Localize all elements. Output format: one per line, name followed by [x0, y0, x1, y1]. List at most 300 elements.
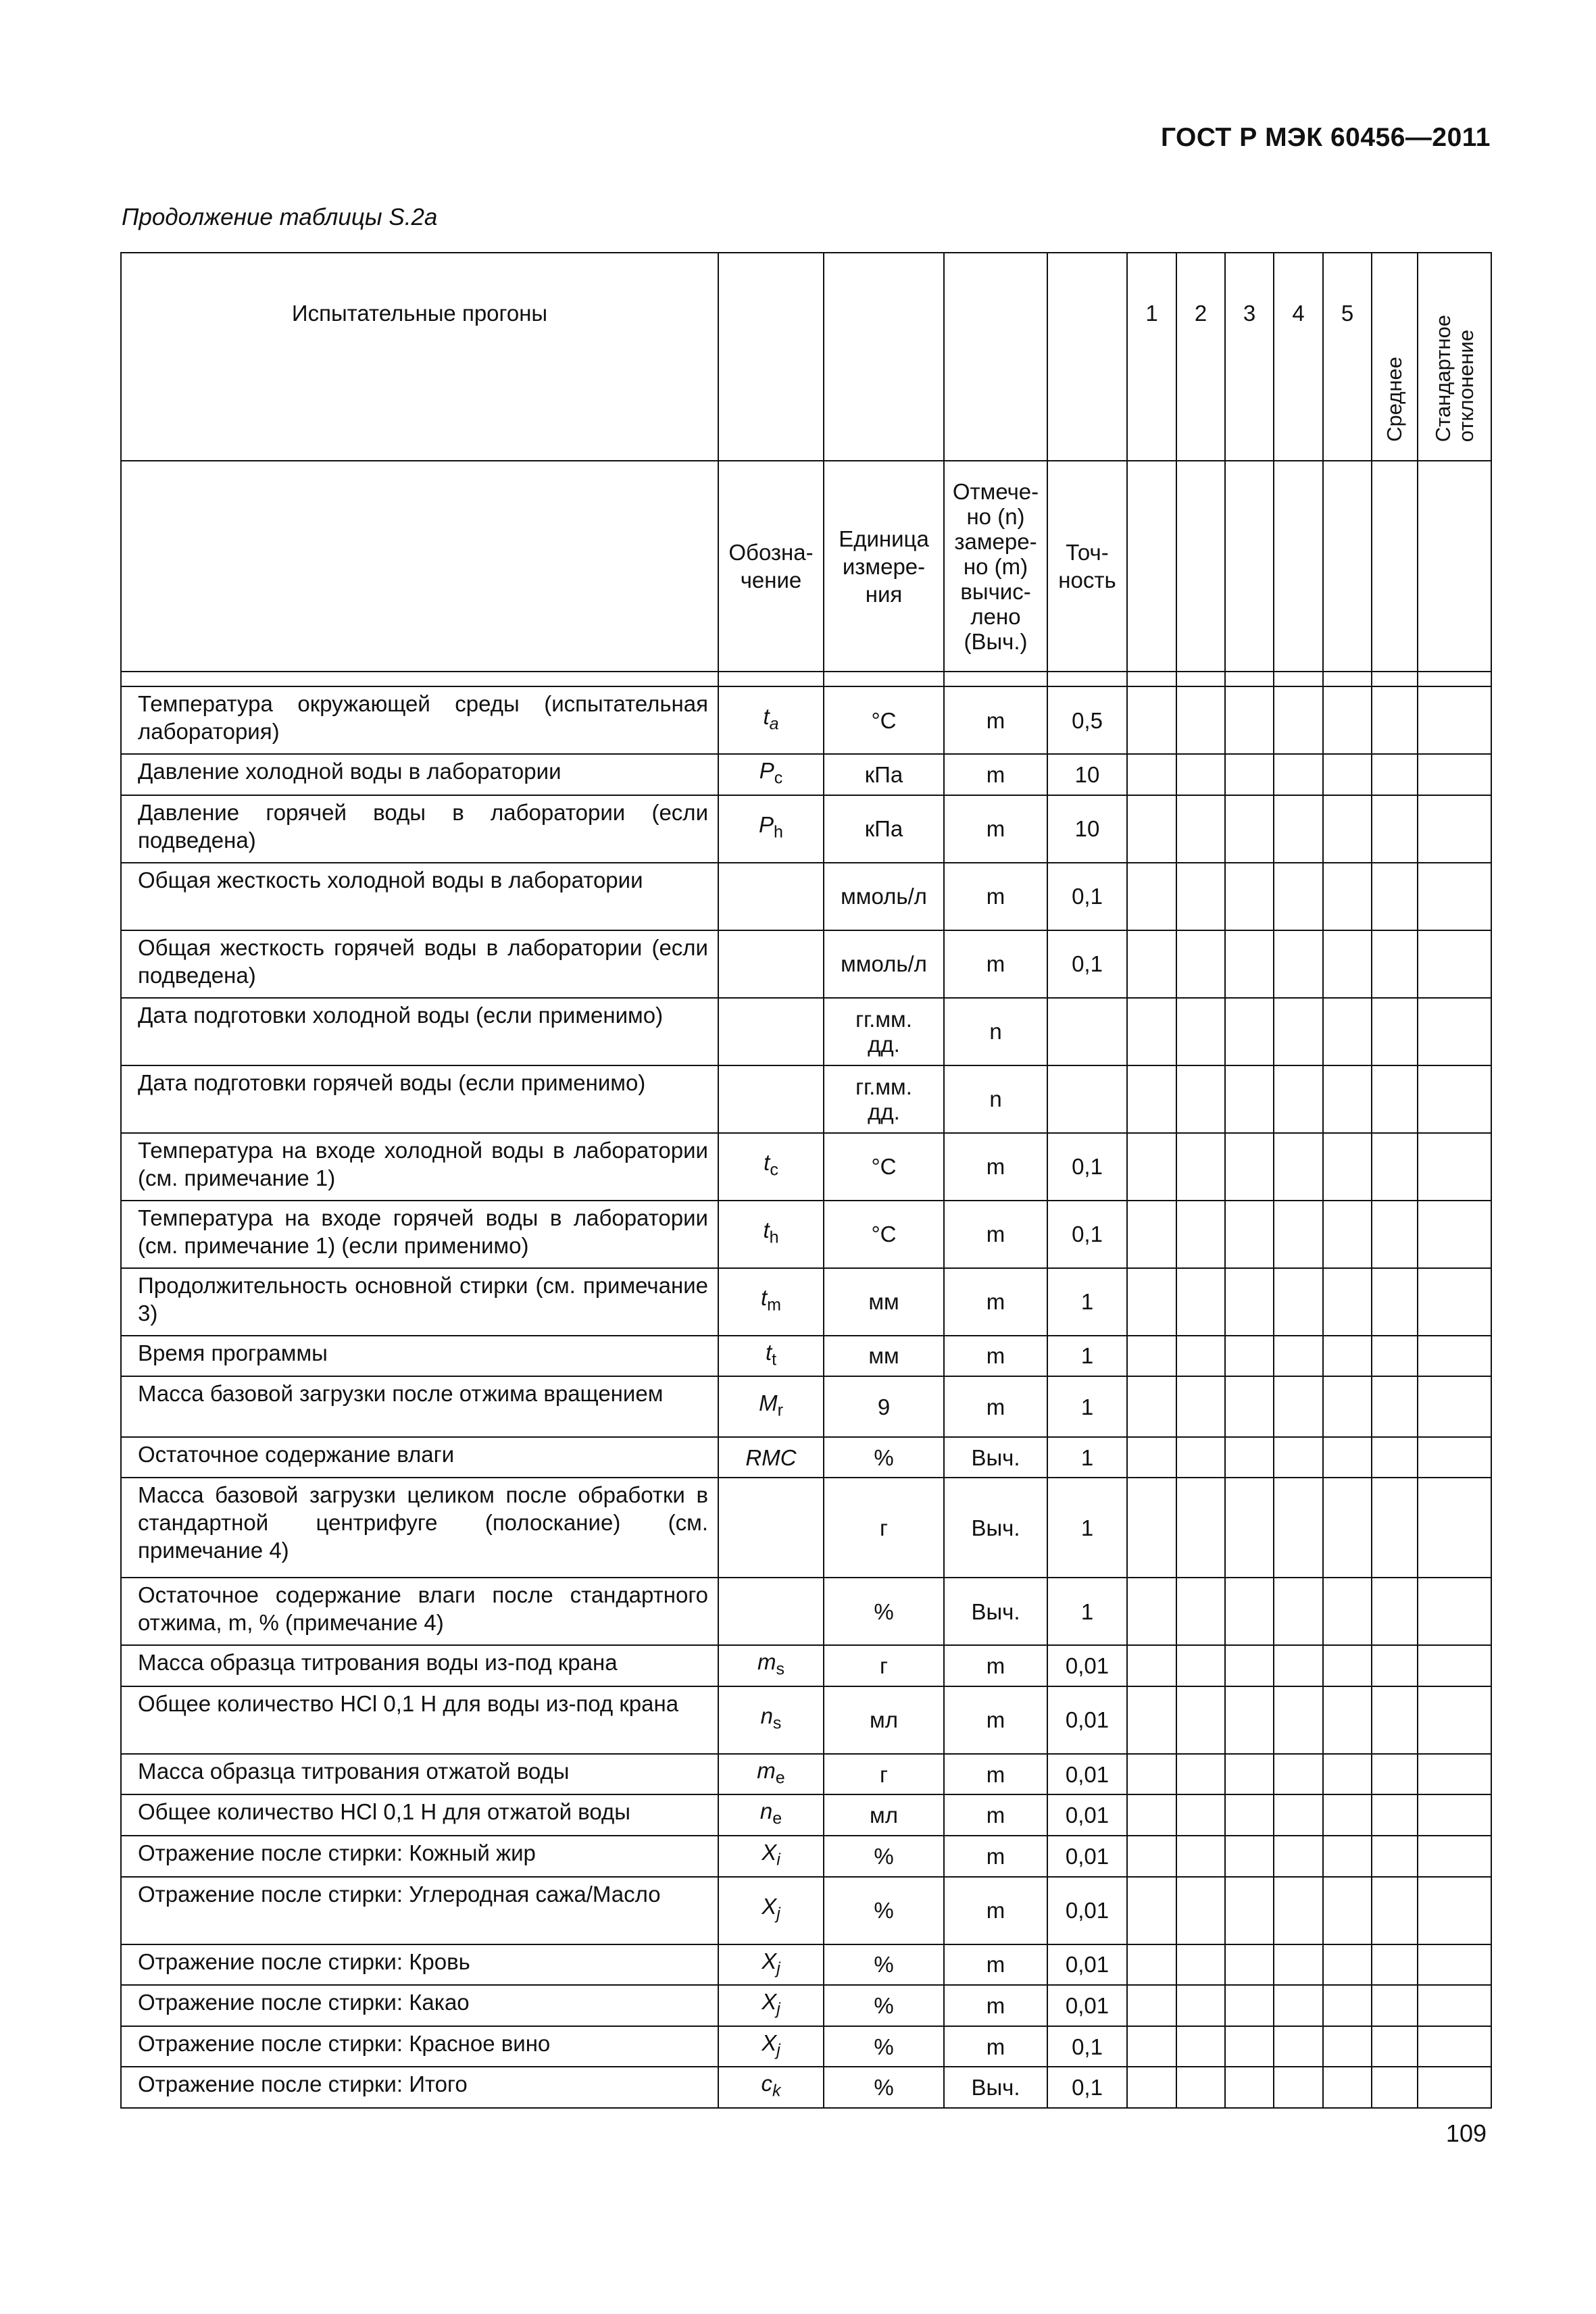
parameter-cell: Отражение после стирки: Какао	[121, 1985, 718, 2026]
run-value-cell	[1225, 795, 1274, 863]
mode-cell: m	[944, 863, 1047, 930]
mean-value-cell	[1372, 754, 1418, 795]
symbol-cell	[718, 1268, 824, 1336]
stdev-value-cell	[1418, 1754, 1491, 1795]
table-row	[121, 1944, 1491, 1986]
symbol-cell	[718, 2067, 824, 2108]
symbol-cell	[718, 1877, 824, 1944]
run-2-header: 2	[1176, 253, 1225, 461]
mode-cell: m	[944, 1201, 1047, 1268]
empty-header-cell	[944, 253, 1047, 461]
symbol-text: t	[763, 1217, 770, 1243]
parameter-cell: Температура окружающей среды (испытательная лаборатория)	[121, 686, 718, 754]
parameter-cell: Общая жесткость горячей воды в лаборатории (если подведена)	[121, 930, 718, 998]
mode-cell: m	[944, 1376, 1047, 1437]
table-row	[121, 1336, 1491, 1377]
symbol-text: X	[762, 1948, 777, 1973]
stdev-value-cell	[1418, 1133, 1491, 1201]
symbol-subscript: h	[769, 1228, 779, 1247]
unit-cell: %	[824, 2026, 944, 2067]
symbol-cell	[718, 1133, 824, 1201]
mode-cell: m	[944, 795, 1047, 863]
mean-value-cell	[1372, 1336, 1418, 1377]
run-value-cell	[1225, 1645, 1274, 1686]
symbol-cell	[718, 1645, 824, 1686]
symbol-subscript: j	[776, 1959, 780, 1978]
unit-cell: 9	[824, 1376, 944, 1437]
symbol-subscript: e	[772, 1809, 782, 1828]
run-value-cell	[1225, 1985, 1274, 2026]
run-value-cell	[1225, 2067, 1274, 2108]
mean-value-cell	[1372, 2067, 1418, 2108]
run-value-cell	[1274, 930, 1323, 998]
precision-cell	[1047, 998, 1127, 1065]
run-value-cell	[1127, 1065, 1176, 1133]
run-value-cell	[1274, 1478, 1323, 1578]
run-value-cell	[1225, 930, 1274, 998]
symbol-cell	[718, 754, 824, 795]
run-value-cell	[1127, 998, 1176, 1065]
precision-cell: 0,01	[1047, 1985, 1127, 2026]
unit-cell: ммоль/л	[824, 863, 944, 930]
run-value-cell	[1127, 1376, 1176, 1437]
symbol-text: X	[762, 1989, 777, 2015]
run-value-cell	[1274, 1437, 1323, 1478]
table-row	[121, 1985, 1491, 2026]
run-value-cell	[1323, 2026, 1372, 2067]
mode-cell: Выч.	[944, 1437, 1047, 1478]
precision-cell: 0,01	[1047, 1686, 1127, 1754]
mode-cell: m	[944, 1985, 1047, 2026]
symbol-cell	[718, 686, 824, 754]
run-value-cell	[1176, 998, 1225, 1065]
symbol-cell	[718, 1478, 824, 1578]
mean-value-cell	[1372, 1578, 1418, 1645]
table-row	[121, 1578, 1491, 1645]
run-value-cell	[1127, 1944, 1176, 1986]
run-value-cell	[1225, 1336, 1274, 1377]
unit-header: Единица измере- ния	[824, 461, 944, 672]
run-value-cell	[1176, 1133, 1225, 1201]
run-value-cell	[1176, 1336, 1225, 1377]
run-value-cell	[1225, 1268, 1274, 1336]
parameter-cell: Отражение после стирки: Итого	[121, 2067, 718, 2108]
precision-cell: 0,1	[1047, 2067, 1127, 2108]
mean-value-cell	[1372, 686, 1418, 754]
run-value-cell	[1323, 1645, 1372, 1686]
table-row	[121, 1877, 1491, 1944]
unit-cell: г	[824, 1754, 944, 1795]
mean-value-cell	[1372, 1065, 1418, 1133]
mode-cell: m	[944, 930, 1047, 998]
run-value-cell	[1127, 1754, 1176, 1795]
parameter-cell: Масса базовой загрузки после отжима вращением	[121, 1376, 718, 1437]
run-value-cell	[1274, 2026, 1323, 2067]
stdev-value-cell	[1418, 2067, 1491, 2108]
run-value-cell	[1274, 754, 1323, 795]
run-value-cell	[1176, 1437, 1225, 1478]
mode-cell: m	[944, 1836, 1047, 1877]
run-value-cell	[1225, 1836, 1274, 1877]
mode-cell: m	[944, 1754, 1047, 1795]
unit-cell: гг.мм. дд.	[824, 1065, 944, 1133]
run-value-cell	[1225, 1578, 1274, 1645]
run-value-cell	[1176, 1268, 1225, 1336]
mode-cell: m	[944, 1686, 1047, 1754]
standard-designation: ГОСТ Р МЭК 60456—2011	[1160, 123, 1491, 152]
mean-value-cell	[1372, 1686, 1418, 1754]
run-value-cell	[1323, 1836, 1372, 1877]
run-value-cell	[1127, 686, 1176, 754]
precision-cell: 10	[1047, 795, 1127, 863]
precision-cell: 0,1	[1047, 1133, 1127, 1201]
parameter-cell: Общая жесткость холодной воды в лаборатории	[121, 863, 718, 930]
stdev-value-cell	[1418, 1578, 1491, 1645]
run-value-cell	[1274, 1754, 1323, 1795]
mode-cell: m	[944, 1794, 1047, 1836]
parameter-cell: Остаточное содержание влаги	[121, 1437, 718, 1478]
symbol-text: n	[759, 1799, 773, 1824]
run-value-cell	[1274, 1686, 1323, 1754]
spacer-row	[121, 672, 1491, 686]
stdev-value-cell	[1418, 686, 1491, 754]
precision-cell: 1	[1047, 1578, 1127, 1645]
run-value-cell	[1323, 1065, 1372, 1133]
run-value-cell	[1127, 1133, 1176, 1201]
mode-cell: m	[944, 1336, 1047, 1377]
symbol-cell	[718, 1944, 824, 1986]
run-value-cell	[1176, 1836, 1225, 1877]
symbol-subscript: m	[767, 1295, 781, 1315]
parameter-cell: Продолжительность основной стирки (см. примечание 3)	[121, 1268, 718, 1336]
parameter-cell: Отражение после стирки: Кровь	[121, 1944, 718, 1986]
precision-cell: 0,1	[1047, 2026, 1127, 2067]
run-value-cell	[1176, 1794, 1225, 1836]
table-row	[121, 1645, 1491, 1686]
run-value-cell	[1225, 2026, 1274, 2067]
run-value-cell	[1274, 1201, 1323, 1268]
symbol-cell	[718, 1201, 824, 1268]
run-value-cell	[1225, 1133, 1274, 1201]
run-value-cell	[1323, 1944, 1372, 1986]
stdev-value-cell	[1418, 998, 1491, 1065]
mean-value-cell	[1372, 1836, 1418, 1877]
unit-cell: %	[824, 2067, 944, 2108]
mean-value-cell	[1372, 1437, 1418, 1478]
run-value-cell	[1127, 2026, 1176, 2067]
run-value-cell	[1127, 2067, 1176, 2108]
parameter-cell: Давление горячей воды в лаборатории (если подведена)	[121, 795, 718, 863]
stdev-value-cell	[1418, 1268, 1491, 1336]
run-value-cell	[1274, 998, 1323, 1065]
mean-value-cell	[1372, 930, 1418, 998]
stdev-value-cell	[1418, 1944, 1491, 1986]
table-row	[121, 1794, 1491, 1836]
table-caption: Продолжение таблицы S.2a	[122, 204, 438, 230]
symbol-cell	[718, 1578, 824, 1645]
run-value-cell	[1323, 686, 1372, 754]
unit-cell: %	[824, 1985, 944, 2026]
symbol-subscript: k	[772, 2081, 781, 2101]
run-value-cell	[1225, 1437, 1274, 1478]
unit-cell: %	[824, 1437, 944, 1478]
mean-value-cell	[1372, 1268, 1418, 1336]
precision-cell: 0,1	[1047, 863, 1127, 930]
symbol-subscript: a	[769, 714, 779, 734]
mean-value-cell	[1372, 1645, 1418, 1686]
run-value-cell	[1323, 1133, 1372, 1201]
stdev-value-cell	[1418, 1437, 1491, 1478]
precision-cell: 10	[1047, 754, 1127, 795]
unit-cell: г	[824, 1645, 944, 1686]
symbol-text: X	[762, 1894, 777, 1919]
parameter-cell: Время программы	[121, 1336, 718, 1377]
parameter-cell: Общее количество HCl 0,1 Н для воды из-под крана	[121, 1686, 718, 1754]
run-value-cell	[1225, 1944, 1274, 1986]
symbol-cell	[718, 1754, 824, 1795]
run-value-cell	[1225, 686, 1274, 754]
unit-cell: °C	[824, 1133, 944, 1201]
run-value-cell	[1323, 998, 1372, 1065]
run-value-cell	[1274, 1985, 1323, 2026]
mode-cell: m	[944, 686, 1047, 754]
run-value-cell	[1176, 1376, 1225, 1437]
run-value-cell	[1274, 795, 1323, 863]
symbol-text: P	[759, 812, 774, 838]
symbol-text: m	[757, 1649, 776, 1675]
precision-cell: 0,01	[1047, 1877, 1127, 1944]
stdev-header	[1418, 253, 1491, 461]
run-value-cell	[1323, 1578, 1372, 1645]
empty-header-cell	[1372, 461, 1418, 672]
run-value-cell	[1176, 1201, 1225, 1268]
run-value-cell	[1176, 1944, 1225, 1986]
parameter-cell: Отражение после стирки: Углеродная сажа/Масло	[121, 1877, 718, 1944]
run-value-cell	[1225, 863, 1274, 930]
mode-cell: m	[944, 2026, 1047, 2067]
stdev-value-cell	[1418, 1478, 1491, 1578]
run-value-cell	[1323, 754, 1372, 795]
unit-cell: г	[824, 1478, 944, 1578]
run-value-cell	[1176, 1754, 1225, 1795]
table-row	[121, 930, 1491, 998]
run-value-cell	[1274, 863, 1323, 930]
run-value-cell	[1176, 1578, 1225, 1645]
run-value-cell	[1127, 1686, 1176, 1754]
mean-value-cell	[1372, 795, 1418, 863]
symbol-subscript: h	[774, 822, 783, 842]
symbol-text: t	[763, 703, 770, 729]
stdev-value-cell	[1418, 1201, 1491, 1268]
run-value-cell	[1176, 1985, 1225, 2026]
symbol-cell	[718, 2026, 824, 2067]
run-value-cell	[1176, 2026, 1225, 2067]
unit-cell: °C	[824, 686, 944, 754]
run-value-cell	[1225, 1754, 1274, 1795]
table-row	[121, 1133, 1491, 1201]
run-value-cell	[1127, 1578, 1176, 1645]
run-5-header: 5	[1323, 253, 1372, 461]
symbol-cell	[718, 1336, 824, 1377]
run-value-cell	[1127, 1437, 1176, 1478]
mean-value-cell	[1372, 1794, 1418, 1836]
table-row	[121, 1686, 1491, 1754]
symbol-cell	[718, 1794, 824, 1836]
precision-cell: 0,1	[1047, 1201, 1127, 1268]
symbol-cell	[718, 1437, 824, 1478]
table-row	[121, 1836, 1491, 1877]
run-value-cell	[1274, 1376, 1323, 1437]
table-row	[121, 1065, 1491, 1133]
table-body	[121, 686, 1491, 2108]
table-row	[121, 2026, 1491, 2067]
run-value-cell	[1127, 1794, 1176, 1836]
parameter-cell: Температура на входе горячей воды в лаборатории (см. примечание 1) (если применимо)	[121, 1201, 718, 1268]
run-value-cell	[1176, 1065, 1225, 1133]
symbol-cell	[718, 863, 824, 930]
mode-cell: n	[944, 1065, 1047, 1133]
mean-label: Среднее	[1382, 357, 1406, 442]
symbol-cell	[718, 998, 824, 1065]
empty-header-cell	[1176, 461, 1225, 672]
mode-cell: m	[944, 1944, 1047, 1986]
symbol-header: Обозна- чение	[718, 461, 824, 672]
unit-cell: %	[824, 1877, 944, 1944]
precision-cell: 0,01	[1047, 1754, 1127, 1795]
stdev-value-cell	[1418, 754, 1491, 795]
parameter-cell: Отражение после стирки: Красное вино	[121, 2026, 718, 2067]
symbol-subscript: c	[774, 768, 783, 788]
run-value-cell	[1274, 1836, 1323, 1877]
parameter-cell: Дата подготовки холодной воды (если применимо)	[121, 998, 718, 1065]
precision-header: Точ- ность	[1047, 461, 1127, 672]
run-value-cell	[1274, 1133, 1323, 1201]
run-value-cell	[1323, 1268, 1372, 1336]
run-value-cell	[1323, 1754, 1372, 1795]
mode-cell: m	[944, 1877, 1047, 1944]
mean-value-cell	[1372, 1877, 1418, 1944]
run-value-cell	[1323, 2067, 1372, 2108]
parameter-cell: Масса базовой загрузки целиком после обработки в стандартной центрифуге (полоскание) (см. примечание 4)	[121, 1478, 718, 1578]
mode-cell: m	[944, 754, 1047, 795]
stdev-value-cell	[1418, 1794, 1491, 1836]
run-value-cell	[1323, 1376, 1372, 1437]
symbol-subscript: s	[776, 1659, 784, 1679]
symbol-subscript: r	[777, 1401, 783, 1420]
symbol-cell	[718, 930, 824, 998]
mode-cell: Выч.	[944, 1578, 1047, 1645]
mean-value-cell	[1372, 863, 1418, 930]
precision-cell: 0,01	[1047, 1836, 1127, 1877]
page-number: 109	[1445, 2119, 1487, 2147]
run-value-cell	[1176, 2067, 1225, 2108]
run-value-cell	[1274, 1336, 1323, 1377]
mean-value-cell	[1372, 1985, 1418, 2026]
stdev-value-cell	[1418, 1645, 1491, 1686]
symbol-text: c	[761, 2071, 772, 2096]
mean-value-cell	[1372, 2026, 1418, 2067]
run-value-cell	[1176, 863, 1225, 930]
symbol-text: X	[762, 2030, 777, 2055]
run-value-cell	[1323, 1201, 1372, 1268]
symbol-cell	[718, 1686, 824, 1754]
run-value-cell	[1225, 1478, 1274, 1578]
run-value-cell	[1225, 998, 1274, 1065]
symbol-text: RMC	[745, 1444, 797, 1470]
symbol-subscript: c	[770, 1160, 778, 1180]
mean-value-cell	[1372, 1944, 1418, 1986]
run-value-cell	[1323, 1794, 1372, 1836]
parameter-cell: Масса образца титрования отжатой воды	[121, 1754, 718, 1795]
run-value-cell	[1176, 754, 1225, 795]
run-value-cell	[1127, 1836, 1176, 1877]
unit-cell: %	[824, 1944, 944, 1986]
symbol-text: t	[765, 1339, 772, 1365]
symbol-text: X	[762, 1839, 777, 1865]
run-value-cell	[1127, 1645, 1176, 1686]
run-value-cell	[1274, 1645, 1323, 1686]
unit-cell: ммоль/л	[824, 930, 944, 998]
table-row	[121, 1437, 1491, 1478]
parameter-cell: Дата подготовки горячей воды (если применимо)	[121, 1065, 718, 1133]
runs-title: Испытательные прогоны	[291, 301, 548, 326]
run-value-cell	[1176, 1877, 1225, 1944]
run-value-cell	[1176, 686, 1225, 754]
symbol-cell	[718, 1836, 824, 1877]
symbol-text: M	[759, 1390, 778, 1415]
symbol-text: P	[759, 758, 774, 783]
unit-cell: кПа	[824, 754, 944, 795]
run-value-cell	[1323, 1686, 1372, 1754]
unit-cell: мл	[824, 1794, 944, 1836]
run-value-cell	[1323, 1985, 1372, 2026]
data-table	[120, 252, 1492, 2109]
run-value-cell	[1127, 1336, 1176, 1377]
run-value-cell	[1127, 795, 1176, 863]
mode-cell: m	[944, 1268, 1047, 1336]
empty-header-cell	[1274, 461, 1323, 672]
run-value-cell	[1127, 1268, 1176, 1336]
stdev-value-cell	[1418, 1836, 1491, 1877]
run-value-cell	[1274, 1794, 1323, 1836]
unit-cell: мм	[824, 1336, 944, 1377]
empty-header-cell	[824, 253, 944, 461]
run-value-cell	[1127, 1985, 1176, 2026]
table-row	[121, 1754, 1491, 1795]
run-value-cell	[1225, 754, 1274, 795]
empty-header-cell	[1323, 461, 1372, 672]
run-value-cell	[1274, 1877, 1323, 1944]
precision-cell: 0,01	[1047, 1944, 1127, 1986]
mode-header: Отмече- но (n) замере- но (m) вычис- лено (Выч.)	[944, 461, 1047, 672]
run-value-cell	[1274, 1578, 1323, 1645]
stdev-value-cell	[1418, 863, 1491, 930]
table-row	[121, 795, 1491, 863]
symbol-cell	[718, 1065, 824, 1133]
run-value-cell	[1225, 1065, 1274, 1133]
precision-cell: 0,1	[1047, 930, 1127, 998]
mean-value-cell	[1372, 1754, 1418, 1795]
mode-cell: m	[944, 1133, 1047, 1201]
symbol-subscript: j	[776, 2040, 780, 2060]
run-value-cell	[1176, 930, 1225, 998]
run-value-cell	[1127, 1877, 1176, 1944]
empty-header-cell	[1225, 461, 1274, 672]
mean-value-cell	[1372, 1133, 1418, 1201]
run-1-header: 1	[1127, 253, 1176, 461]
run-value-cell	[1127, 1201, 1176, 1268]
run-value-cell	[1176, 1686, 1225, 1754]
